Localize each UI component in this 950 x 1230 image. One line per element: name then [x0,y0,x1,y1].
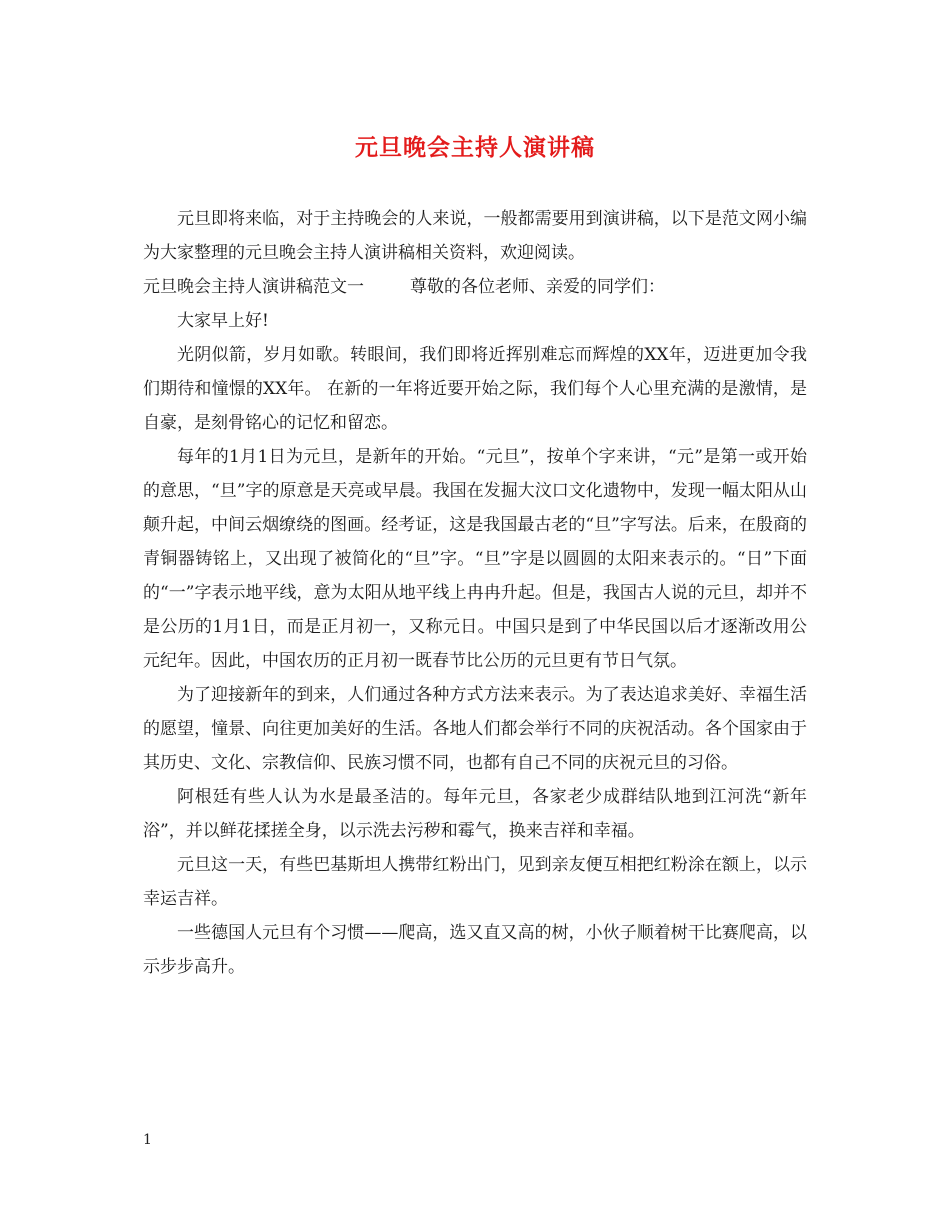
document-body [143,202,807,984]
paragraph: 大家早上好! [177,311,269,331]
paragraph: 为了迎接新年的到来，人们通过各种方式方法来表示。为了表达追求美好、幸福生活的愿望，憧景、向往更加美好的生活。各地人们都会举行不同的庆祝活动。各个国家由于其历史、文化、宗教信仰、民族习惯不同，也都有自己不同的庆祝元旦的习俗。 [143,685,807,773]
section-heading: 元旦晚会主持人演讲稿范文一 [143,277,364,297]
paragraph: 一些德国人元旦有个习惯——爬高，选又直又高的树，小伙子顺着树干比赛爬高，以示步步高升。 [143,923,807,977]
paragraph: 光阴似箭，岁月如歌。转眼间，我们即将近挥别难忘而辉煌的XX年，迈进更加令我们期待和憧憬的XX年。 在新的一年将近要开始之际，我们每个人心里充满的是激情，是自豪，是刻骨铭心的记忆和留恋。 [143,345,807,433]
salutation: 尊敬的各位老师、亲爱的同学们： [410,277,665,297]
paragraph: 阿根廷有些人认为水是最圣洁的。每年元旦，各家老少成群结队地到江河洗“新年浴”，并以鲜花揉搓全身，以示洗去污秽和霉气，换来吉祥和幸福。 [143,787,807,841]
page-number: 1 [143,1132,152,1148]
section-heading-line [143,270,807,304]
paragraph: 元旦这一天，有些巴基斯坦人携带红粉出门，见到亲友便互相把红粉涂在额上，以示幸运吉祥。 [143,855,807,909]
paragraph: 每年的1月1日为元旦，是新年的开始。“元旦”，按单个字来讲，“元”是第一或开始的意思，“旦”字的原意是天亮或早晨。我国在发掘大汶口文化遗物中，发现一幅太阳从山颠升起，中间云烟缭绕的图画。经考证，这是我国最古老的“旦”字写法。后来，在殷商的青铜器铸铭上，又出现了被简化的“旦”字。“旦”字是以圆圆的太阳来表示的。“日”下面的“一”字表示地平线，意为太阳从地平线上冉冉升起。但是，我国古人说的元旦，却并不是公历的1月1日，而是正月初一，又称元日。中国只是到了中华民国以后才逐渐改用公元纪年。因此，中国农历的正月初一既春节比公历的元旦更有节日气氛。 [143,447,807,671]
document-title: 元旦晚会主持人演讲稿 [355,134,595,161]
intro-paragraph: 元旦即将来临，对于主持晚会的人来说，一般都需要用到演讲稿，以下是范文网小编为大家整理的元旦晚会主持人演讲稿相关资料，欢迎阅读。 [143,209,807,263]
